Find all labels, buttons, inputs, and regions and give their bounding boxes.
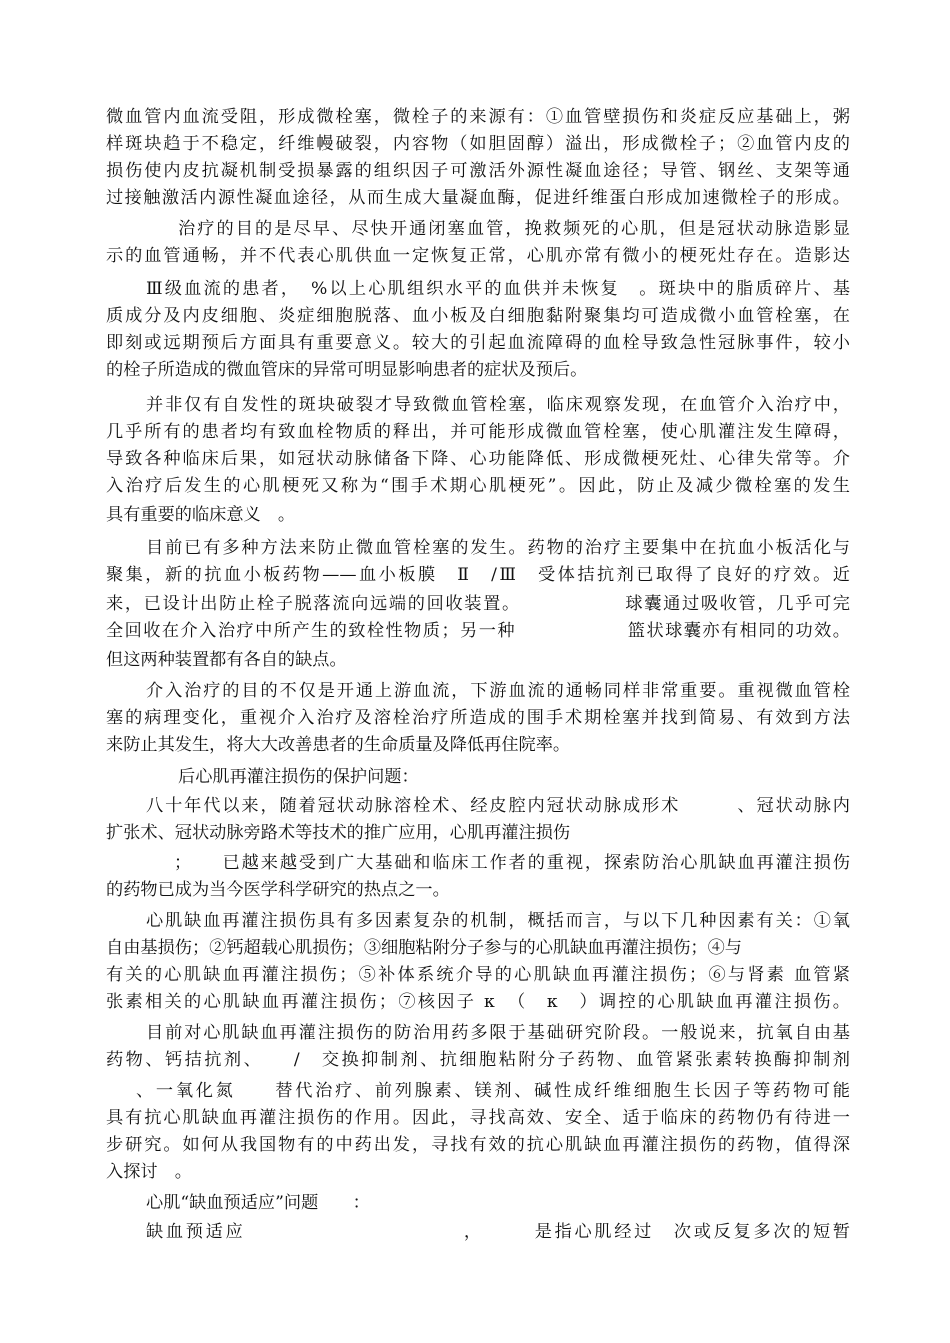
text-line: 微血管内血流受阻，形成微栓塞，微栓子的来源有：①血管壁损伤和炎症反应基础上，粥 [106, 107, 850, 127]
text-line: 几乎所有的患者均有致血栓物质的释出，并可能形成微血管栓塞，使心肌灌注发生障碍， [106, 422, 850, 442]
text-line: 步研究。如何从我国物有的中药出发，寻找有效的抗心肌缺血再灌注损伤的药物，值得深 [106, 1135, 850, 1155]
text-line: 过接触激活内源性凝血途径，从而生成大量凝血酶，促进纤维蛋白形成加速微栓子的形成。 [106, 188, 850, 208]
text-line: 、一氧化氮 替代治疗、前列腺素、镁剂、碱性成纤维细胞生长因子等药物可能 [136, 1081, 850, 1101]
text-line: 聚集，新的抗血小板药物——血小板膜 Ⅱ /Ⅲ 受体拮抗剂已取得了良好的疗效。近 [106, 565, 850, 585]
text-line: 八十年代以来，随着冠状动脉溶栓术、经皮腔内冠状动脉成形术 、冠状动脉内 [146, 796, 850, 816]
text-line: 示的血管通畅，并不代表心肌供血一定恢复正常，心肌亦常有微小的梗死灶存在。造影达 [106, 246, 850, 266]
text-line: Ⅲ级血流的患者， %以上心肌组织水平的血供并未恢复 。斑块中的脂质碎片、基 [146, 279, 850, 299]
text-line: 药物、钙拮抗剂、 / 交换抑制剂、抗细胞粘附分子药物、血管紧张素转换酶抑制剂 [106, 1050, 850, 1070]
text-line: 心肌缺血再灌注损伤具有多因素复杂的机制，概括而言，与以下几种因素有关：①氧 [146, 911, 850, 931]
text-line: 自由基损伤；②钙超载心肌损伤；③细胞粘附分子参与的心肌缺血再灌注损伤；④与 [106, 938, 742, 958]
text-line: 的药物已成为当今医学科学研究的热点之一。 [106, 880, 450, 900]
text-line: 质成分及内皮细胞、炎症细胞脱落、血小板及白细胞黏附聚集均可造成微小血管栓塞，在 [106, 306, 850, 326]
text-line: 有关的心肌缺血再灌注损伤；⑤补体系统介导的心肌缺血再灌注损伤；⑥与肾素 血管紧 [106, 965, 850, 985]
text-line: 即刻或远期预后方面具有重要意义。较大的引起血流障碍的血栓导致急性冠脉事件，较小 [106, 333, 850, 353]
text-line: 入探讨 。 [106, 1162, 192, 1182]
text-line: 样斑块趋于不稳定，纤维幔破裂，内容物（如胆固醇）溢出，形成微栓子；②血管内皮的 [106, 134, 850, 154]
text-line: 全回收在介入治疗中所产生的致栓性物质；另一种 篮状球囊亦有相同的功效。 [106, 621, 850, 641]
text-line: 目前已有多种方法来防止微血管栓塞的发生。药物的治疗主要集中在抗血小板活化与 [146, 538, 850, 558]
text-line: 并非仅有自发性的斑块破裂才导致微血管栓塞，临床观察发现，在血管介入治疗中， [146, 395, 850, 415]
text-line: 扩张术、冠状动脉旁路术等技术的推广应用，心肌再灌注损伤 [106, 823, 571, 843]
text-line: 导致各种临床后果，如冠状动脉储备下降、心功能降低、形成微梗死灶、心律失常等。介 [106, 449, 850, 469]
text-line: 后心肌再灌注损伤的保护问题： [178, 767, 419, 787]
text-line: 治疗的目的是尽早、尽快开通闭塞血管，挽救频死的心肌，但是冠状动脉造影显 [178, 219, 850, 239]
text-line: 缺血预适应 ， 是指心肌经过 次或反复多次的短暂 [146, 1222, 850, 1242]
text-line: 具有抗心肌缺血再灌注损伤的作用。因此，寻找高效、安全、适于临床的药物仍有待进一 [106, 1108, 850, 1128]
text-line: 的栓子所造成的微血管床的异常可明显影响患者的症状及预后。 [106, 360, 588, 380]
text-line: 来防止其发生，将大大改善患者的生命质量及降低再住院率。 [106, 735, 571, 755]
text-line: 来，已设计出防止栓子脱落流向远端的回收装置。 球囊通过吸收管，几乎可完 [106, 594, 850, 614]
text-line: 但这两种装置都有各自的缺点。 [106, 650, 347, 670]
text-line: 介入治疗的目的不仅是开通上游血流，下游血流的通畅同样非常重要。重视微血管栓 [146, 681, 850, 701]
text-line: 目前对心肌缺血再灌注损伤的防治用药多限于基础研究阶段。一般说来，抗氧自由基 [146, 1023, 850, 1043]
text-line: 塞的病理变化，重视介入治疗及溶栓治疗所造成的围手术期栓塞并找到简易、有效到方法 [106, 708, 850, 728]
text-line: 张素相关的心肌缺血再灌注损伤；⑦核因子 κ （ κ ）调控的心肌缺血再灌注损伤。 [106, 992, 850, 1012]
text-line: ； 已越来越受到广大基础和临床工作者的重视，探索防治心肌缺血再灌注损伤 [174, 853, 850, 873]
text-line: 具有重要的临床意义 。 [106, 505, 296, 525]
text-line: 心肌“缺血预适应”问题 ： [146, 1193, 370, 1213]
text-line: 入治疗后发生的心肌梗死又称为“围手术期心肌梗死”。因此，防止及减少微栓塞的发生 [106, 476, 850, 496]
text-line: 损伤使内皮抗凝机制受损暴露的组织因子可激活外源性凝血途径；导管、钢丝、支架等通 [106, 161, 850, 181]
